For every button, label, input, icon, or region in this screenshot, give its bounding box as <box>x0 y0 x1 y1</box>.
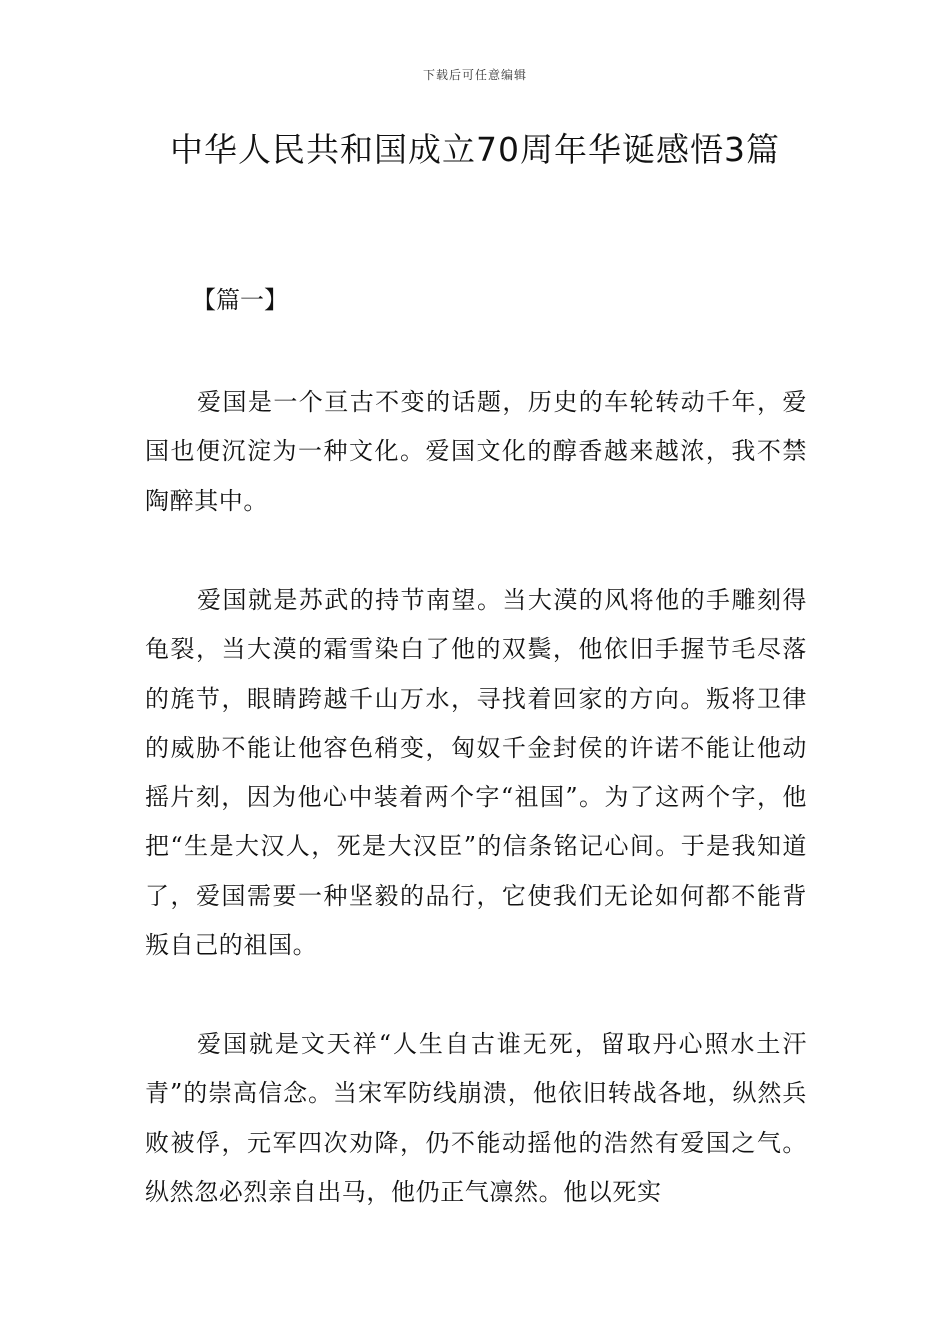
document-title: 中华人民共和国成立70周年华诞感悟3篇 <box>170 130 780 169</box>
body-paragraph: 爱国就是苏武的持节南望。当大漠的风将他的手雕刻得龟裂，当大漠的霜雪染白了他的双鬓，他依旧手握节毛尽落的旄节，眼睛跨越千山万水，寻找着回家的方向。叛将卫律的威胁不能让他容色稍变，匈奴千金封侯的许诺不能让他动摇片刻，因为他心中装着两个字“祖国”。为了这两个字，他把“生是大汉人，死是大汉臣”的信条铭记心间。于是我知道了，爱国需要一种坚毅的品行，它使我们无论如何都不能背叛自己的祖国。 <box>145 586 807 960</box>
header-note: 下载后可任意编辑 <box>422 68 527 82</box>
section-heading: 【篇一】 <box>192 286 288 314</box>
body-paragraph: 爱国就是文天祥“人生自古谁无死，留取丹心照水土汗青”的崇高信念。当宋军防线崩溃，他依旧转战各地，纵然兵败被俘，元军四次劝降，仍不能动摇他的浩然有爱国之气。纵然忽必烈亲自出马，他仍正气凛然。他以死实 <box>145 1030 807 1206</box>
body-paragraph: 爱国是一个亘古不变的话题，历史的车轮转动千年，爱国也便沉淀为一种文化。爱国文化的醇香越来越浓，我不禁陶醉其中。 <box>145 388 807 515</box>
